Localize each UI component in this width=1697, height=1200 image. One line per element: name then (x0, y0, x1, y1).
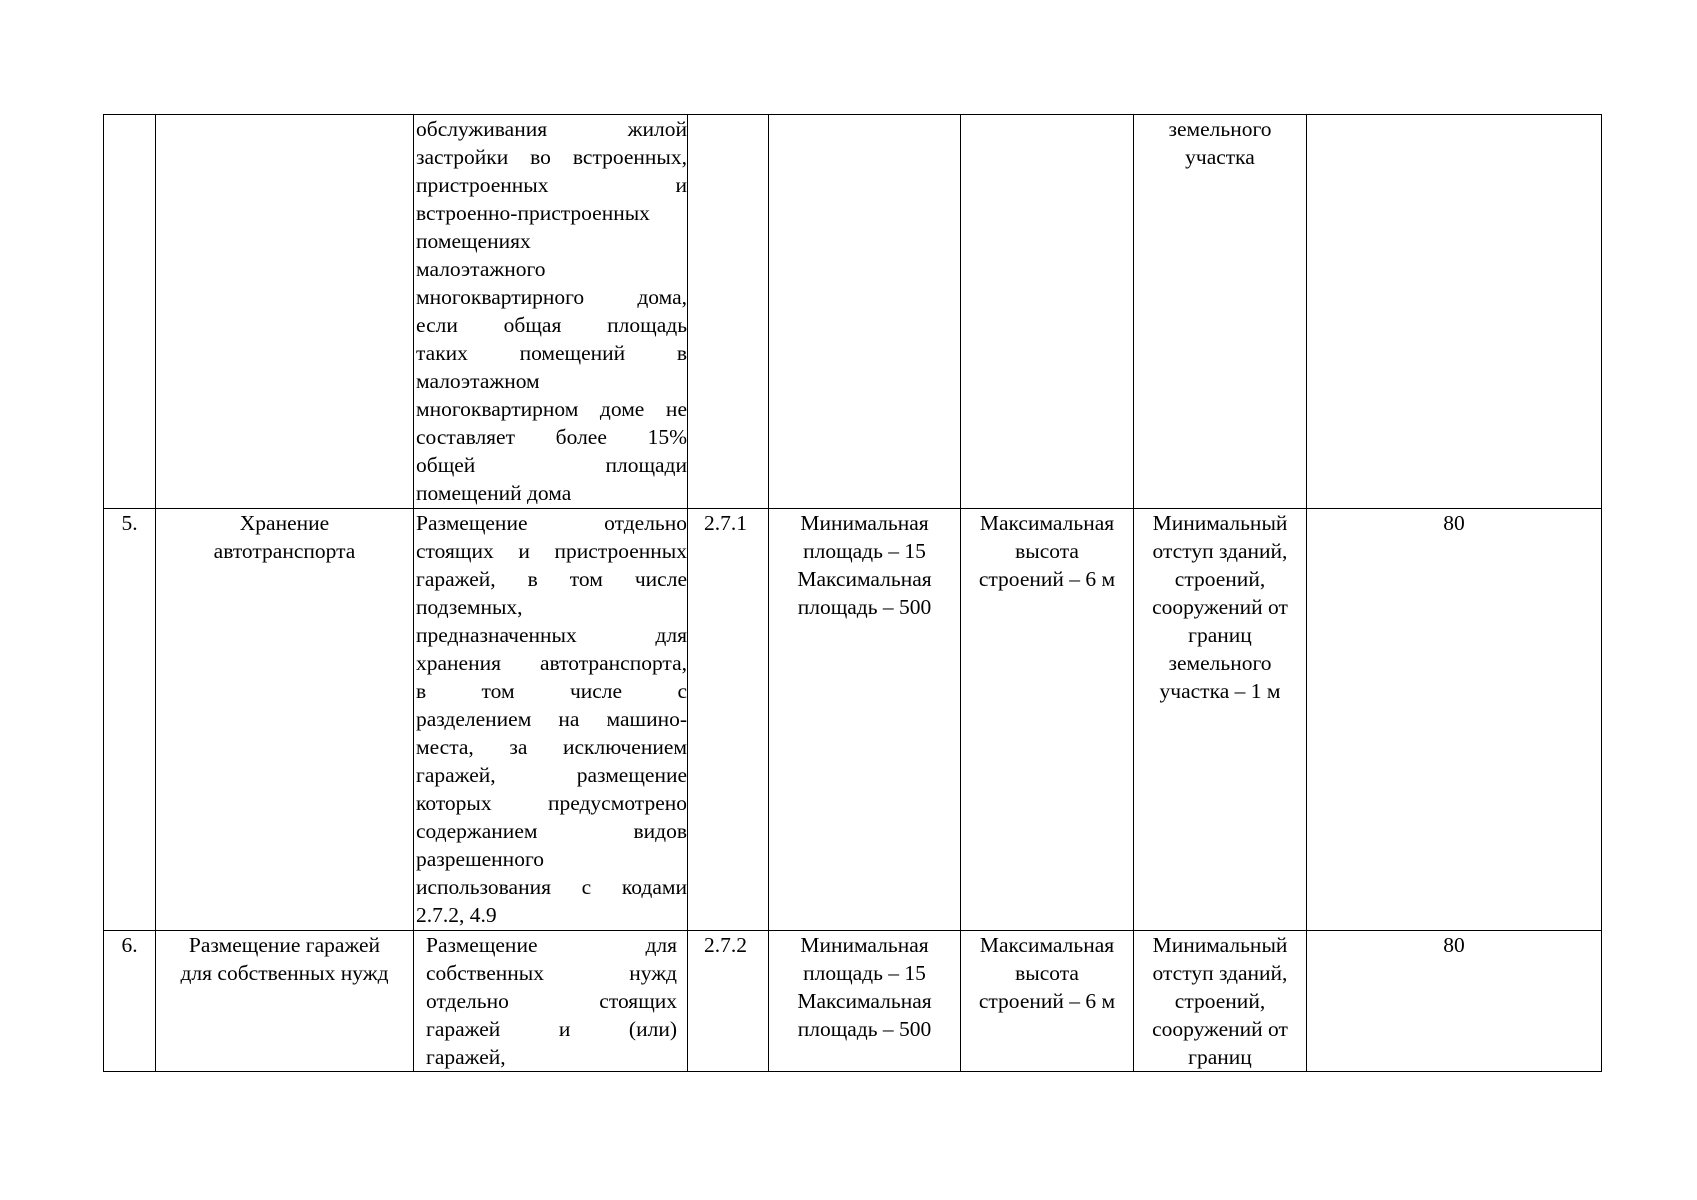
text-line: собственных нужд (426, 961, 677, 985)
text-line: Минимальный (1152, 933, 1288, 957)
text-line: участка (1185, 145, 1255, 169)
text-line: общей площади (416, 453, 687, 477)
text-line: 2.7.2, 4.9 (416, 903, 497, 927)
text-line: гаражей, в том числе (416, 567, 687, 591)
text-line: Хранение (239, 511, 330, 535)
plot-area-limits (769, 931, 961, 1072)
coverage-percent: 80 (1307, 931, 1602, 1072)
text-line: автотранспорта (213, 539, 356, 563)
text-line: Максимальная (979, 511, 1115, 535)
text-line: Максимальная (797, 989, 932, 1013)
table-row (104, 115, 1602, 509)
text-line: площадь – 15 (803, 961, 926, 985)
text-line: строений – 6 м (978, 567, 1116, 591)
text-line: содержанием видов (416, 819, 687, 843)
setback-limits (1134, 509, 1307, 931)
use-code: 2.7.2 (688, 931, 769, 1072)
text-line: отдельно стоящих (426, 989, 677, 1013)
setback-limits (1134, 115, 1307, 509)
text-line: строений, (1174, 989, 1266, 1013)
text-line: земельного (1168, 651, 1272, 675)
text-line: помещений дома (416, 481, 572, 505)
text-line: предназначенных для (416, 623, 687, 647)
text-line: отступ зданий, (1152, 539, 1288, 563)
text-line: обслуживания жилой (416, 117, 687, 141)
text-line: земельного (1168, 117, 1272, 141)
text-line: помещениях (416, 229, 531, 253)
text-line: составляет более 15% (416, 425, 687, 449)
use-type-name (156, 115, 414, 509)
text-line: в том числе с (416, 679, 687, 703)
text-line: малоэтажном (416, 369, 540, 393)
text-line: высота (1015, 539, 1079, 563)
height-limits (961, 509, 1134, 931)
text-line: Минимальный (1152, 511, 1288, 535)
text-line: малоэтажного (416, 257, 546, 281)
text-line: Максимальная (797, 567, 932, 591)
text-line: гаражей, (426, 1045, 506, 1069)
text-line: использования с кодами (416, 875, 687, 899)
text-line: площадь – 500 (797, 595, 932, 619)
text-line: застройки во встроенных, (416, 145, 687, 169)
plot-area-limits (769, 509, 961, 931)
table-row (104, 931, 1602, 1072)
text-line: сооружений от (1152, 595, 1288, 619)
row-number (104, 115, 156, 509)
row-number: 6. (104, 931, 156, 1072)
text-line: участка – 1 м (1159, 679, 1281, 703)
text-line: которых предусмотрено (416, 791, 687, 815)
text-line: гаражей, размещение (416, 763, 687, 787)
use-code: 2.7.1 (688, 509, 769, 931)
text-line: строений, (1174, 567, 1266, 591)
text-line: Минимальная (800, 511, 929, 535)
text-line: встроенно-пристроенных (416, 201, 650, 225)
table-row (104, 509, 1602, 931)
text-line: для собственных нужд (180, 961, 389, 985)
text-line: подземных, (416, 595, 523, 619)
text-line: отступ зданий, (1152, 961, 1288, 985)
text-line: Размещение для (426, 933, 677, 957)
text-line: места, за исключением (416, 735, 687, 759)
text-line: таких помещений в (416, 341, 687, 365)
text-line: разрешенного (416, 847, 544, 871)
text-line: границ (1188, 1045, 1252, 1069)
use-type-name (156, 509, 414, 931)
text-line: сооружений от (1152, 1017, 1288, 1041)
text-line: Минимальная (800, 933, 929, 957)
text-line: границ (1188, 623, 1252, 647)
text-line: разделением на машино- (416, 707, 687, 731)
zoning-regulations-table (103, 114, 1602, 1072)
text-line: Размещение отдельно (416, 511, 687, 535)
use-type-name (156, 931, 414, 1072)
coverage-percent: 80 (1307, 509, 1602, 931)
text-line: высота (1015, 961, 1079, 985)
text-line: многоквартирного дома, (416, 285, 687, 309)
height-limits (961, 931, 1134, 1072)
text-line: площадь – 15 (803, 539, 926, 563)
use-description (414, 115, 688, 509)
text-line: пристроенных и (416, 173, 687, 197)
text-line: гаражей и (или) (426, 1017, 677, 1041)
coverage-percent (1307, 115, 1602, 509)
use-code (688, 115, 769, 509)
setback-limits (1134, 931, 1307, 1072)
text-line: если общая площадь (416, 313, 687, 337)
plot-area-limits (769, 115, 961, 509)
use-description (414, 509, 688, 931)
text-line: стоящих и пристроенных (416, 539, 687, 563)
text-line: хранения автотранспорта, (416, 651, 687, 675)
text-line: многоквартирном доме не (416, 397, 687, 421)
height-limits (961, 115, 1134, 509)
text-line: Размещение гаражей (188, 933, 381, 957)
text-line: Максимальная (979, 933, 1115, 957)
use-description (414, 931, 688, 1072)
row-number: 5. (104, 509, 156, 931)
text-line: площадь – 500 (797, 1017, 932, 1041)
text-line: строений – 6 м (978, 989, 1116, 1013)
